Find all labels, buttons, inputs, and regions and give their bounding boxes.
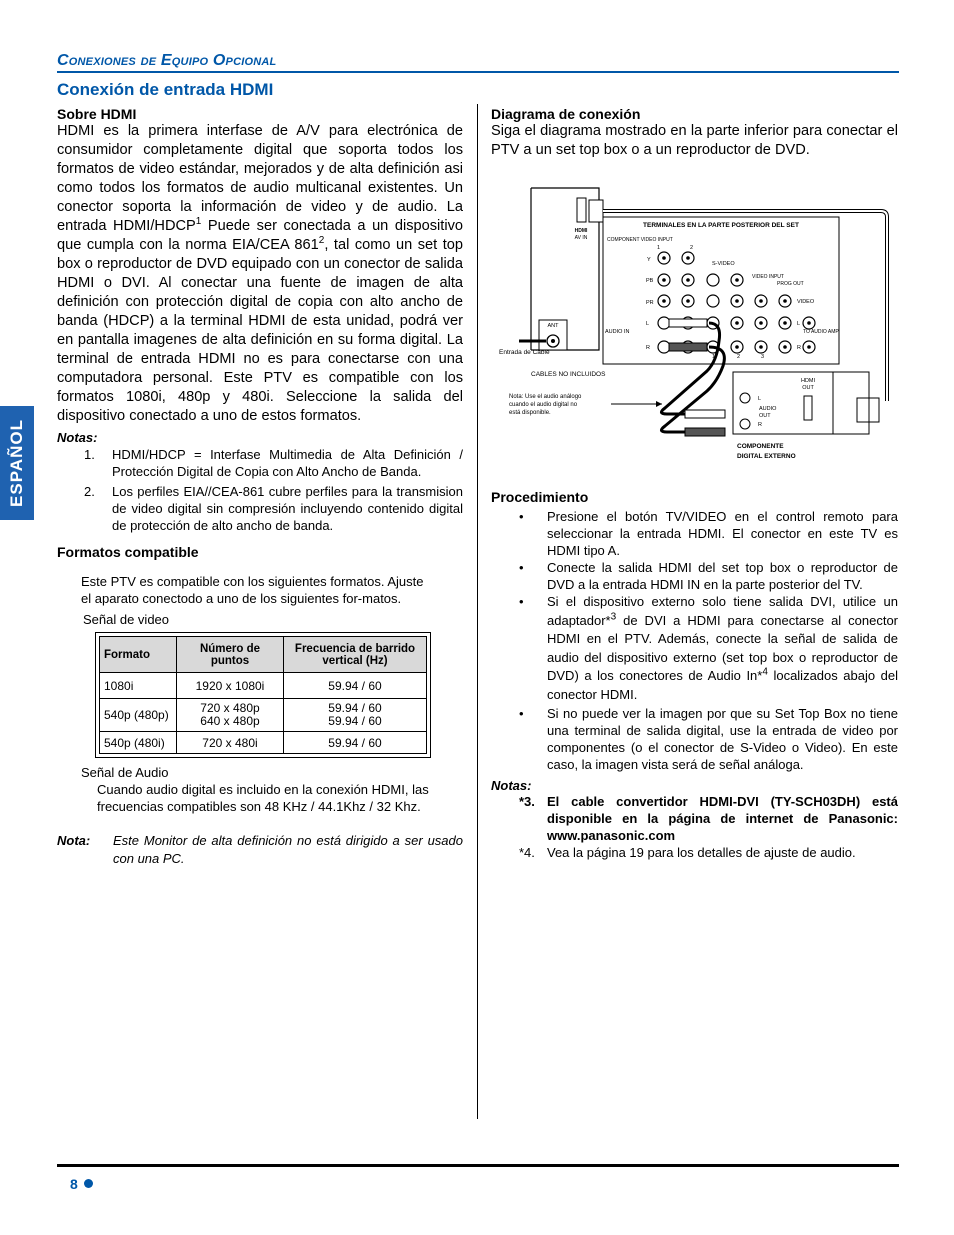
- cables-not-included-label: CABLES NO INCLUIDOS: [531, 371, 606, 378]
- prog-out-label: PROG OUT: [777, 281, 804, 287]
- analog-note-line: Nota: Use el audio análogo: [509, 394, 582, 400]
- about-heading: Sobre HDMI: [57, 106, 137, 122]
- hdmi-plug: [589, 200, 603, 222]
- ant-label: ANT: [547, 323, 559, 329]
- nota-label: Nota:: [57, 833, 91, 848]
- bullet-dot: •: [519, 594, 524, 609]
- about-paragraph: [57, 122, 463, 426]
- video-out-label: VIDEO: [797, 299, 815, 305]
- audio-out-label: AUDIO: [759, 406, 777, 412]
- bullet-dot: •: [519, 706, 524, 721]
- pr-label: PR: [646, 300, 654, 306]
- pb-label: PB: [646, 278, 654, 284]
- hdmi-out-label: HDMI: [800, 378, 816, 384]
- right-notes-label: Notas:: [491, 778, 532, 793]
- column-divider: [477, 104, 478, 1119]
- table-cell: 59.94 / 60 59.94 / 60: [284, 699, 427, 732]
- video-signal-label: Señal de video: [83, 612, 170, 627]
- note-text: HDMI/HDCP = Interfase Multimedia de Alta Definición / Protección Digital de Copia con Alto Ancho de Banda.: [112, 447, 463, 479]
- procedure-section: [491, 489, 898, 861]
- section-header: Conexiones de Equipo Opcional: [57, 52, 277, 69]
- step-text: Presione el botón TV/VIDEO en el control remoto para seleccionar la entrada HDMI. El conector en este TV es HDMI tipo A.: [547, 509, 898, 558]
- input-number: 1: [712, 354, 716, 360]
- table-row: [100, 699, 427, 732]
- amp-r-label: R: [797, 345, 801, 351]
- note-item: [57, 446, 463, 480]
- diagram-heading: Diagrama de conexión: [491, 106, 641, 122]
- audio-in-l-label: L: [646, 321, 650, 327]
- hdmi-out-label-2: OUT: [802, 385, 814, 391]
- audio-in-r-label: R: [646, 345, 650, 351]
- input-number: 2: [690, 245, 694, 251]
- input-number: 2: [737, 354, 741, 360]
- step-text: Si el dispositivo externo solo tiene salida DVI, utilice un adaptador*: [547, 594, 898, 628]
- page-number: 8: [70, 1176, 78, 1192]
- note-number: 1.: [84, 447, 95, 462]
- note-number: 2.: [84, 484, 95, 499]
- table-cell: 1920 x 1080i: [177, 673, 284, 699]
- page-title: Conexión de entrada HDMI: [57, 80, 274, 99]
- ext-r-label: R: [758, 422, 762, 428]
- table-header-row: [100, 637, 427, 673]
- table-cell: 540p (480i): [100, 732, 177, 754]
- amp-l-label: L: [797, 321, 801, 327]
- ext-audio-jack: [740, 393, 750, 403]
- panel-title: TERMINALES EN LA PARTE POSTERIOR DEL SET: [643, 222, 799, 229]
- footnote-number: *3.: [519, 794, 535, 809]
- formats-table-frame: [95, 632, 431, 758]
- formats-intro: Este PTV es compatible con los siguientes formatos. Ajuste el aparato conectodo a uno de los siguientes for-matos.: [81, 574, 424, 606]
- table-cell: 720 x 480p 640 x 480p: [177, 699, 284, 732]
- analog-note-line: está disponible.: [509, 410, 551, 416]
- footer-rule: [57, 1164, 899, 1167]
- footnote-text: El cable convertidor HDMI-DVI (TY-SCH03DH) está disponible en la página de internet de Panasonic: www.panasonic.com: [547, 794, 898, 843]
- step-text: localizados abajo del conector HDMI.: [547, 668, 898, 702]
- right-column: [491, 106, 898, 160]
- procedure-step: [491, 593, 898, 704]
- procedure-step: [491, 559, 898, 593]
- note-text: Los perfiles EIA//CEA-861 cubre perfiles para la transmision de video digital sin compresión incluyendo contenido digital de protección de alto ancho de banda.: [112, 484, 463, 533]
- table-header: Formato: [100, 637, 177, 673]
- hdmi-out-port: [804, 396, 812, 420]
- step-text: Conecte la salida HDMI del set top box o reproductor de DVD a la entrada HDMI IN en la parte posterior del TV.: [547, 560, 898, 592]
- table-cell: 59.94 / 60: [284, 732, 427, 754]
- table-header: Frecuencia de barrido vertical (Hz): [284, 637, 427, 673]
- procedure-heading: Procedimiento: [491, 489, 589, 505]
- footnote-4: [491, 844, 898, 861]
- formats-table: [99, 636, 427, 754]
- footnote-ref-2: 2: [318, 235, 325, 247]
- audio-plugs-tv: [669, 319, 707, 351]
- about-text-3: , tal como un set top box o reproductor de DVD equipado con un conector de salida HDMI o DVI. Al conectar una fuente de imagen de alta definición con protección digital de copia con alto ancho de banda (HDCP) a la terminal HDMI de esta unidad, podrá ver en pantalla imagenes de alta definición en su forma digital. La terminal de entrada HDMI no es para conectarse con una computadora personal. Este PTV es compatible con los formatos 1080i, 480p y 480i. Seleccione la salida del dispositivo conectado a uno de estos formatos.: [57, 237, 463, 424]
- language-tab-label: ESPAÑOL: [7, 419, 26, 507]
- bullet-dot: •: [519, 509, 524, 524]
- audio-cable-l: [661, 323, 719, 414]
- table-row: [100, 732, 427, 754]
- table-cell: 540p (480p): [100, 699, 177, 732]
- y-label: Y: [647, 257, 651, 263]
- table-header: Número de puntos: [177, 637, 284, 673]
- procedure-step: [491, 508, 898, 559]
- input-number: 3: [761, 354, 765, 360]
- s-video-label: S-VIDEO: [712, 261, 735, 267]
- left-column: [57, 106, 463, 868]
- input-number: 1: [657, 245, 661, 251]
- audio-out-label-2: OUT: [759, 413, 771, 419]
- diagram-intro: Siga el diagrama mostrado en la parte inferior para conectar el PTV a un set top box o a un reproductor de DVD.: [491, 123, 898, 158]
- footnote-ref-3: 3: [610, 611, 617, 623]
- table-cell: 59.94 / 60: [284, 673, 427, 699]
- formats-heading: Formatos compatible: [57, 544, 199, 560]
- about-text-2: Puede ser conectada a un dispositivo que cumpla con la norma EIA/CEA 861: [57, 218, 464, 253]
- audio-in-label: AUDIO IN: [605, 329, 630, 335]
- footnote-text: Vea la página 19 para los detalles de ajuste de audio.: [547, 845, 856, 860]
- language-tab: [0, 406, 34, 520]
- table-cell: 720 x 480i: [177, 732, 284, 754]
- procedure-step: [491, 705, 898, 773]
- table-cell: 1080i: [100, 673, 177, 699]
- component-video-label: COMPONENT VIDEO INPUT: [607, 237, 673, 243]
- note-item: [57, 483, 463, 534]
- cable-in-label: Entrada de Cable: [499, 349, 550, 356]
- ext-l-label: L: [758, 396, 762, 402]
- footnote-ref-4: 4: [762, 666, 768, 678]
- av-in-label: AV IN: [574, 235, 588, 241]
- footnote-3: [491, 793, 898, 844]
- footnote-ref-1: 1: [195, 216, 202, 228]
- about-text-1: HDMI es la primera interfase de A/V para electrónica de consumidor completamente digital que soporta todos los formatos de video estándar, mejorados y de alta definición asi como todos los formatos de audio multicanal existentes. Un conector soporta la información de video y de audio. La entrada HDMI/HDCP: [57, 123, 463, 234]
- table-row: [100, 673, 427, 699]
- footnote-number: *4.: [519, 845, 535, 860]
- notes-label: Notas:: [57, 430, 98, 445]
- analog-note-line: cuando el audio digital no: [509, 402, 578, 408]
- hdmi-plug-external: [857, 398, 879, 422]
- bullet-dot: •: [519, 560, 524, 575]
- nota-block: [57, 832, 463, 868]
- video-input-label: VIDEO INPUT: [752, 274, 784, 280]
- audio-plugs-external: [685, 410, 725, 436]
- hdmi-port: [577, 198, 586, 222]
- nota-text: Este Monitor de alta definición no está dirigido a ser usado con una PC.: [113, 833, 463, 866]
- step-text: de DVI a HDMI para conectarse al conector HDMI en el PTV. Además, conecte la señal de salida de audio del dispositivo externo (set top box o reproductor de DVD) a los conectores de Audio In*: [547, 612, 898, 683]
- audio-text: Cuando audio digital es incluido en la conexión HDMI, las frecuencias compatibles son 48 KHz / 44.1Khz / 32 Khz.: [97, 782, 429, 814]
- external-label-line: COMPONENTE: [737, 443, 784, 450]
- connection-diagram: [497, 186, 897, 466]
- step-text: Si no puede ver la imagen por que su Set Top Box no tiene una terminal de salida digital, use la entrada de video por componentes (o el conector de S-Video o Video). En este caso, la imagen vista será de señal análoga.: [547, 706, 898, 772]
- ext-audio-jack: [740, 419, 750, 429]
- external-label-line: DIGITAL EXTERNO: [737, 453, 796, 460]
- notes-list: [57, 446, 463, 534]
- hdmi-label: HDMI: [574, 228, 588, 234]
- to-audio-amp-label: TO AUDIO AMP: [803, 329, 839, 335]
- audio-signal-label: Señal de Audio: [81, 765, 169, 780]
- header-rule: [57, 71, 899, 73]
- page-dot-icon: [84, 1179, 93, 1188]
